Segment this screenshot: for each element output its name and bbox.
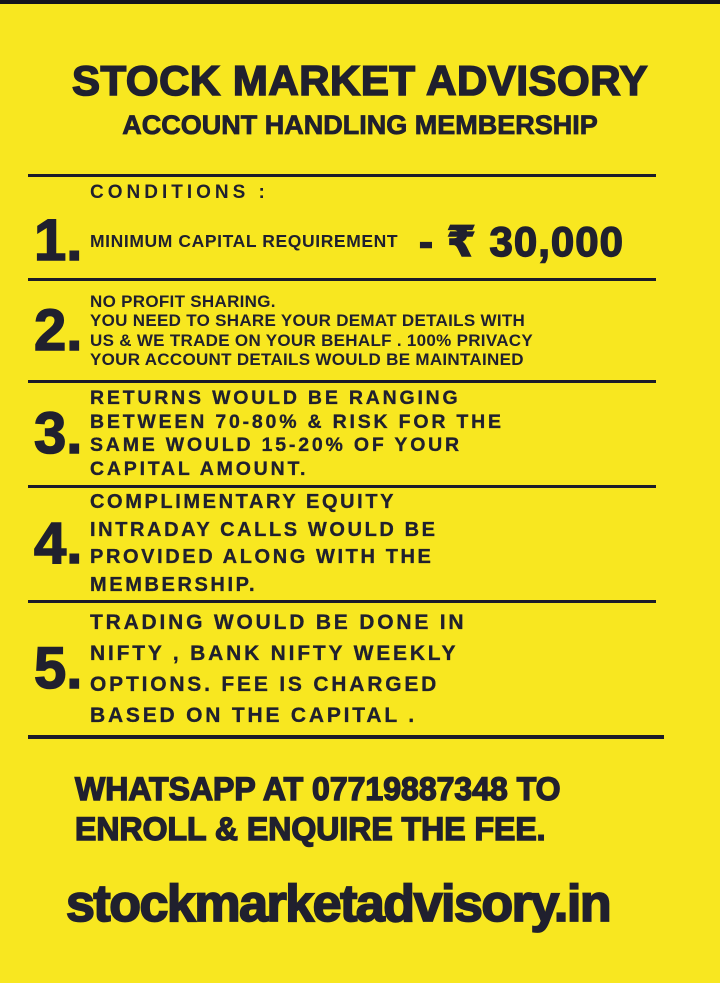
- condition-number: 2.: [34, 297, 83, 363]
- condition-label: MINIMUM CAPITAL REQUIREMENT: [90, 230, 399, 251]
- condition-line: SAME WOULD 15-20% OF YOUR: [90, 434, 462, 456]
- condition-line: CAPITAL AMOUNT.: [90, 457, 309, 480]
- condition-text: [90, 292, 533, 370]
- condition-line: NO PROFIT SHARING.: [90, 291, 276, 311]
- condition-item-5: [34, 603, 720, 735]
- website-url: stockmarketadvisory.in: [66, 875, 611, 933]
- condition-line: US & WE TRADE ON YOUR BEHALF . 100% PRIVACY: [90, 330, 533, 350]
- condition-number: 3.: [34, 401, 83, 466]
- divider: [28, 174, 656, 177]
- whatsapp-contact-line: ENROLL & ENQUIRE THE FEE.: [75, 811, 546, 847]
- top-border: [0, 0, 720, 4]
- condition-line: OPTIONS. FEE IS CHARGED: [90, 673, 440, 696]
- whatsapp-contact-line: WHATSAPP AT 07719887348 TO: [75, 771, 561, 807]
- condition-item-3: [34, 383, 720, 485]
- condition-line: PROVIDED ALONG WITH THE: [90, 546, 434, 568]
- minimum-capital-value: - ₹ 30,000: [418, 217, 624, 265]
- condition-number: 4.: [34, 511, 83, 576]
- condition-line: INTRADAY CALLS WOULD BE: [90, 518, 438, 541]
- conditions-heading: CONDITIONS :: [90, 182, 269, 203]
- poster-title: STOCK MARKET ADVISORY: [72, 57, 648, 104]
- condition-line: BASED ON THE CAPITAL .: [90, 704, 417, 727]
- condition-line: YOU NEED TO SHARE YOUR DEMAT DETAILS WITH: [90, 311, 526, 330]
- condition-item-4: [34, 488, 720, 600]
- whatsapp-contact: [75, 769, 720, 849]
- poster-subtitle: ACCOUNT HANDLING MEMBERSHIP: [122, 110, 598, 140]
- condition-line: COMPLIMENTARY EQUITY: [90, 491, 397, 513]
- condition-text: [90, 387, 504, 481]
- condition-line: BETWEEN 70-80% & RISK FOR THE: [90, 410, 504, 433]
- condition-line: MEMBERSHIP.: [90, 573, 258, 596]
- condition-item-2: [34, 281, 720, 380]
- flyer-header: [0, 58, 720, 140]
- condition-line: YOUR ACCOUNT DETAILS WOULD BE MAINTAINED: [90, 350, 524, 369]
- condition-number: 5.: [34, 636, 83, 701]
- condition-line: NIFTY , BANK NIFTY WEEKLY: [90, 642, 459, 665]
- condition-line: TRADING WOULD BE DONE IN: [90, 611, 467, 634]
- condition-item-1: [34, 204, 720, 278]
- divider: [28, 735, 664, 739]
- condition-text: [90, 489, 438, 599]
- condition-line: RETURNS WOULD BE RANGING: [90, 387, 461, 409]
- condition-text: [90, 607, 466, 731]
- condition-number: 1.: [34, 208, 83, 273]
